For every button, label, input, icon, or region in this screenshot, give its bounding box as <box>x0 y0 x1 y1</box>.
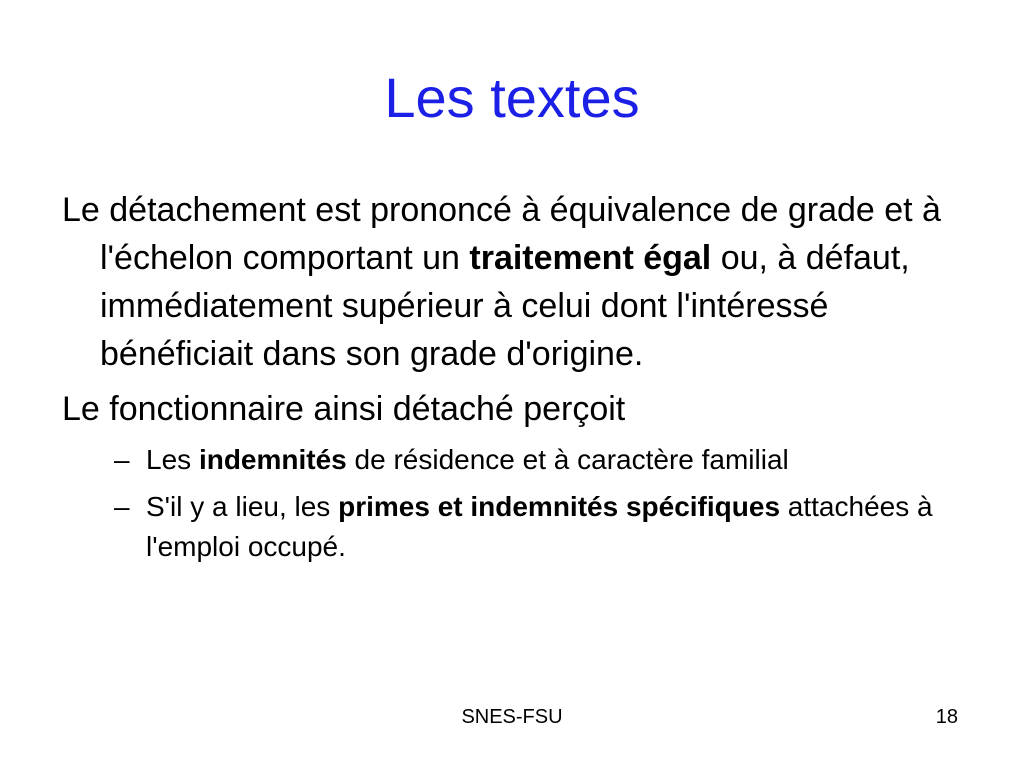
sub-item-primes-text-c: attachées à l'emploi occupé. <box>146 491 933 562</box>
sub-item-indemnites-text-a: Les <box>146 444 199 475</box>
paragraph-detachement-bold: traitement égal <box>469 239 712 277</box>
slide-body <box>62 186 962 574</box>
dash-bullet: – <box>114 491 130 522</box>
dash-bullet: – <box>114 444 130 475</box>
sub-item-indemnites-text-c: de résidence et à caractère familial <box>346 444 789 475</box>
sub-item-indemnites-bold: indemnités <box>198 444 347 475</box>
sub-item-primes-bold: primes et indemnités spécifiques <box>338 491 781 522</box>
sub-item-indemnites <box>62 440 962 480</box>
paragraph-detachement-text-c: ou, à défaut, immédiatement supérieur à celui dont l'intéressé bénéficiait dans son grade d'origine. <box>100 239 910 373</box>
sub-list <box>62 440 962 567</box>
sub-item-primes <box>62 487 962 567</box>
paragraph-detachement-text-a: Le détachement est prononcé à équivalence de grade et à l'échelon comportant un <box>62 191 941 277</box>
slide-title: Les textes <box>384 66 640 129</box>
footer-organization: SNES-FSU <box>461 706 563 728</box>
footer-page-number: 18 <box>935 706 958 728</box>
sub-item-primes-text-a: S'il y a lieu, les <box>146 491 339 522</box>
paragraph-detachement <box>62 186 962 378</box>
paragraph-fonctionnaire: Le fonctionnaire ainsi détaché perçoit <box>62 390 626 428</box>
